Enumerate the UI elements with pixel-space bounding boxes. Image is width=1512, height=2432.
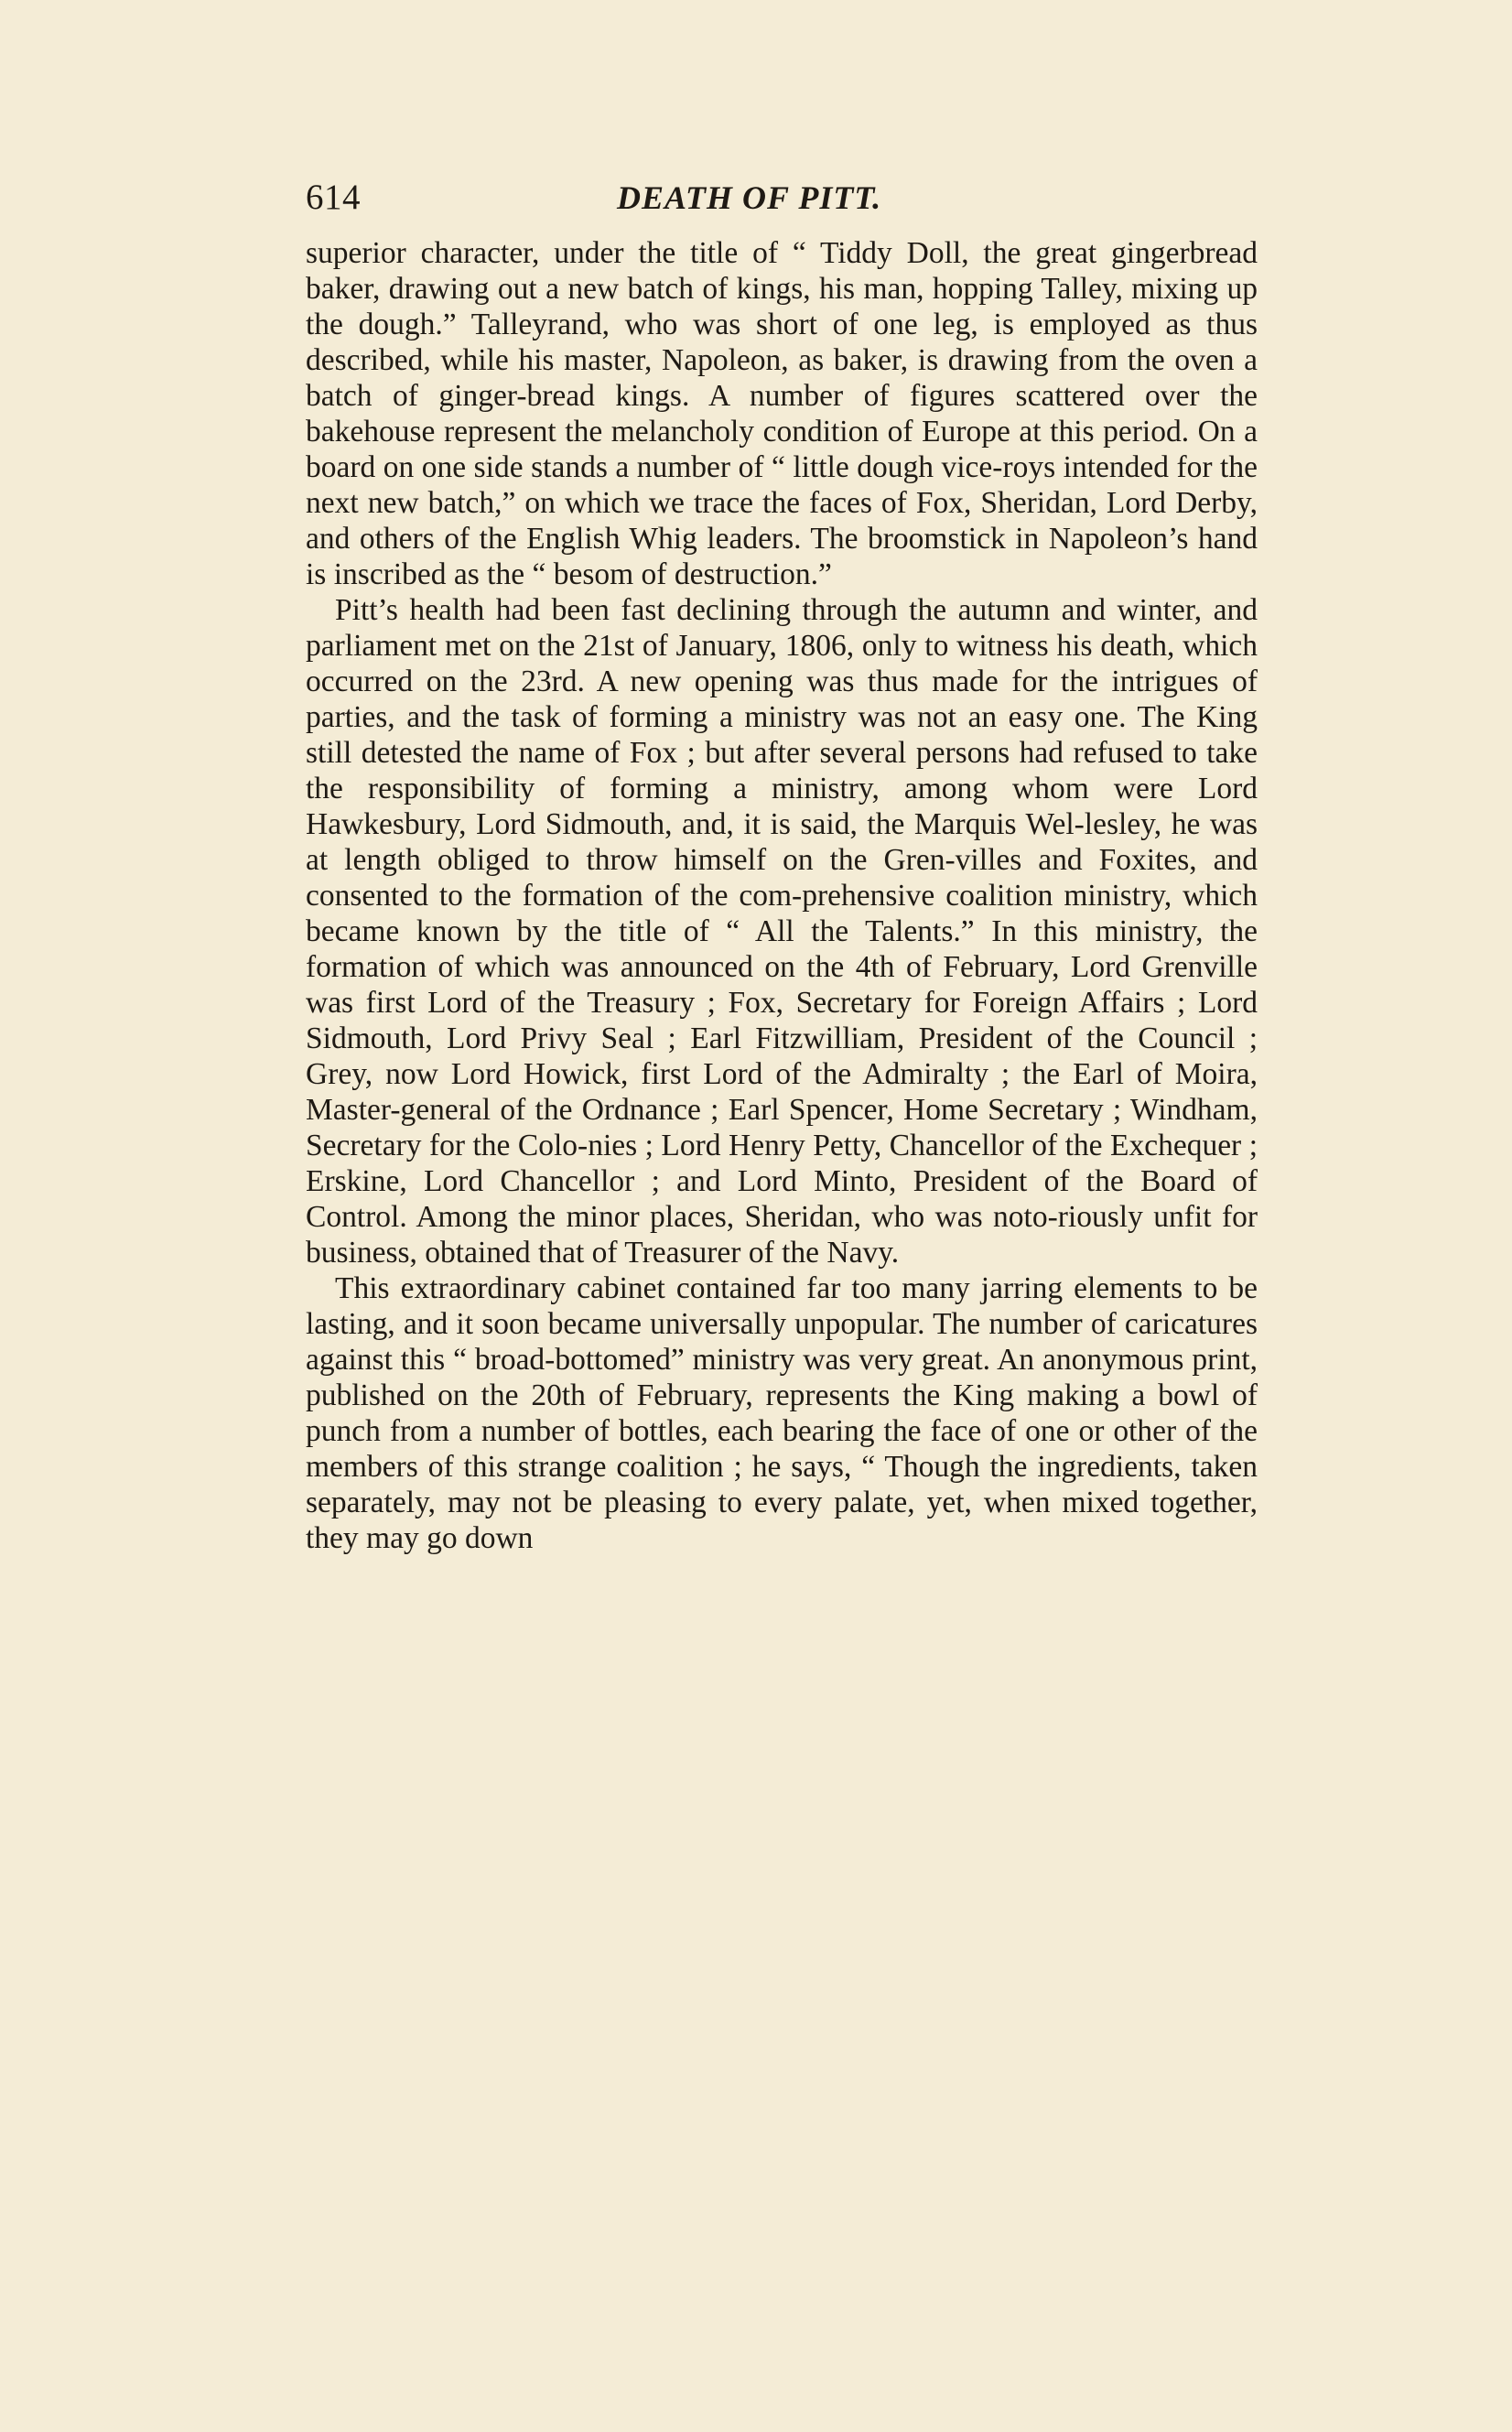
running-title: DEATH OF PITT. [617, 179, 882, 216]
body-text [306, 235, 1258, 1556]
paragraph-cabinet: This extraordinary cabinet contained far too many jarring elements to be lasting, and it soon became universally unpopular. The number of caricatures against this “ broad-bottomed” ministry was very great. An anonymous print, published on the 20th of February, represents the King making a bowl of punch from a number of bottles, each bearing the face of one or other of the members of this strange coalition ; he says, “ Though the ingredients, taken separately, may not be pleasing to every palate, yet, when mixed together, they may go down [306, 1271, 1258, 1555]
page-header [306, 177, 1258, 219]
paragraph-pitt-death: Pitt’s health had been fast declining through the autumn and winter, and parliament met on the 21st of January, 1806, only to witness his death, which occurred on the 23rd. A new opening was thus made for the intrigues of parties, and the task of forming a ministry was not an easy one. The King still detested the name of Fox ; but after several persons had refused to take the responsibility of forming a ministry, among whom were Lord Hawkesbury, Lord Sidmouth, and, it is said, the Marquis Wel-lesley, he was at length obliged to throw himself on the Gren-villes and Foxites, and consented to the formation of the com-prehensive coalition ministry, which became known by the title of “ All the Talents.” In this ministry, the formation of which was announced on the 4th of February, Lord Grenville was first Lord of the Treasury ; Fox, Secretary for Foreign Affairs ; Lord Sidmouth, Lord Privy Seal ; Earl Fitzwilliam, President of the Council ; Grey, now Lord Howick, first Lord of the Admiralty ; the Earl of Moira, Master-general of the Ordnance ; Earl Spencer, Home Secretary ; Windham, Secretary for the Colo-nies ; Lord Henry Petty, Chancellor of the Exchequer ; Erskine, Lord Chancellor ; and Lord Minto, President of the Board of Control. Among the minor places, Sheridan, who was noto-riously unfit for business, obtained that of Treasurer of the Navy. [306, 593, 1258, 1270]
page-number: 614 [306, 178, 361, 217]
paragraph-tiddy-doll: superior character, under the title of “ Tiddy Doll, the great gingerbread baker, drawing out a new batch of kings, his man, hopping Talley, mixing up the dough.” Talleyrand, who was short of one leg, is employed as thus described, while his master, Napoleon, as baker, is drawing from the oven a batch of ginger-bread kings. A number of figures scattered over the bakehouse represent the melancholy condition of Europe at this period. On a board on one side stands a number of “ little dough vice-roys intended for the next new batch,” on which we trace the faces of Fox, Sheridan, Lord Derby, and others of the English Whig leaders. The broomstick in Napoleon’s hand is inscribed as the “ besom of destruction.” [306, 236, 1258, 591]
